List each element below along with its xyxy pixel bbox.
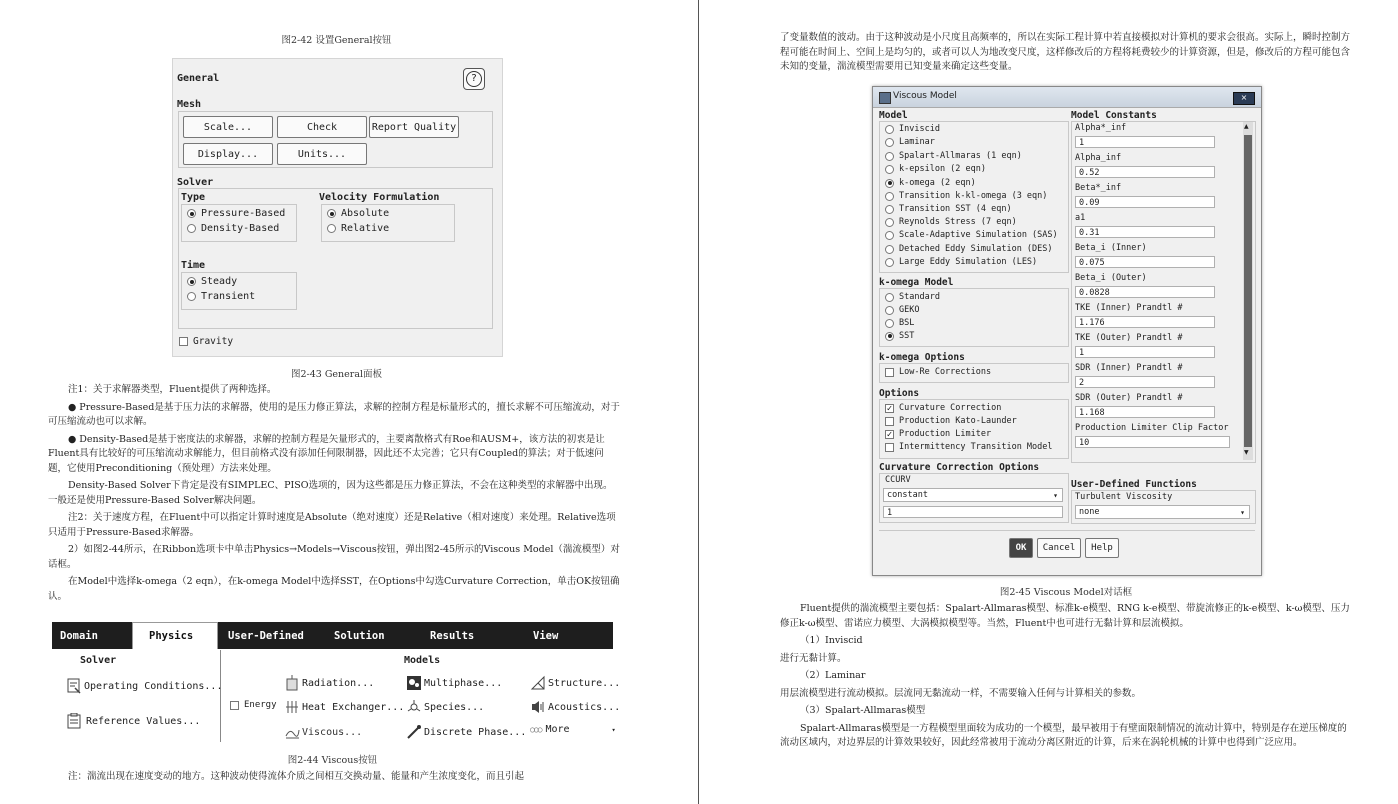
radio-density-based[interactable]: Density-Based [187, 223, 279, 234]
model-label: Model [879, 110, 908, 121]
button-separator [879, 530, 1255, 531]
scroll-down-icon[interactable]: ▼ [1244, 449, 1249, 456]
heat-exchanger-button[interactable]: Heat Exchanger... [284, 699, 404, 715]
fig42-caption: 图2-42 设置General按钮 [281, 35, 392, 46]
ok-button[interactable]: OK [1009, 538, 1033, 558]
komega-bsl[interactable]: BSL [885, 318, 914, 328]
heat-exchanger-icon [284, 699, 300, 715]
radiation-button[interactable]: Radiation... [284, 675, 374, 691]
model-transition-k-kl-omega[interactable]: Transition k-kl-omega (3 eqn) [885, 191, 1047, 201]
ribbon [52, 622, 621, 745]
operating-conditions-button[interactable]: Operating Conditions... [66, 678, 222, 694]
viscous-button[interactable]: Viscous... [284, 724, 362, 740]
const-name-4: Beta_i (Inner) [1075, 243, 1147, 253]
model-reynolds-stress[interactable]: Reynolds Stress (7 eqn) [885, 217, 1017, 227]
close-icon[interactable]: × [1233, 92, 1255, 105]
multiphase-button[interactable]: Multiphase... [406, 675, 502, 691]
time-label: Time [181, 260, 206, 271]
const-name-3: a1 [1075, 213, 1086, 223]
const-value-4[interactable]: 0.075 [1075, 256, 1215, 268]
const-name-2: Beta*_inf [1075, 183, 1122, 193]
species-button[interactable]: Species... [406, 699, 484, 715]
ribbon-group-divider [220, 650, 221, 742]
solver-label: Solver [177, 177, 214, 188]
spalart-allmaras-text: Spalart-Allmaras模型是一方程模型里面较为成功的一个模型，最早被用于有壁面限制情况的流动计算中，特别是存在逆压梯度的流动区域内，对边界层的计算效果较好，因此经常被用于流动分离区附近的计算，后来在涡轮机械的计算中也得到广泛应用。 [780, 722, 1347, 748]
dialog-app-icon [879, 92, 891, 104]
inviscid-text: 进行无黏计算。 [780, 652, 847, 664]
reference-values-icon [66, 713, 82, 729]
const-name-5: Beta_i (Outer) [1075, 273, 1147, 283]
tab-view[interactable]: View [533, 629, 559, 642]
general-title: General [177, 73, 220, 84]
step2-detail: 在Model中选择k-omega（2 eqn），在k-omega Model中选择SST，在Options中勾选Curvature Correction，单击OK按钮确认。 [48, 576, 620, 602]
radio-relative[interactable]: Relative [327, 223, 389, 234]
units-button[interactable]: Units... [277, 143, 367, 165]
right-top-paragraph: 了变量数值的波动。由于这种波动是小尺度且高频率的，所以在实际工程计算中若直接模拟对计算机的要求会很高。实际上，瞬时控制方程可能在时间上、空间上是均匀的，或者可以人为地改变尺度，这样修改后的方程将耗费较少的计算资源，但是，修改后的方程可能包含未知的变量，湍流模型需要用已知变量来确定这些变量。 [780, 32, 1351, 72]
right-paragraphs [780, 602, 1356, 751]
page-divider [698, 0, 699, 804]
model-spalart-allmaras[interactable]: Spalart-Allmaras (1 eqn) [885, 151, 1022, 161]
fig45-caption: 图2-45 Viscous Model对话框 [999, 587, 1133, 598]
help-icon: ? [466, 71, 482, 87]
structure-icon [530, 675, 546, 691]
const-value-8[interactable]: 2 [1075, 376, 1215, 388]
const-value-0[interactable]: 1 [1075, 136, 1215, 148]
const-value-6[interactable]: 1.176 [1075, 316, 1215, 328]
velocity-label: Velocity Formulation [319, 192, 440, 203]
turbulence-models-intro: Fluent提供的湍流模型主要包括：Spalart-Allmaras模型、标准k-e模型、RNG k-e模型、带旋流修正的k-e模型、k-ω模型、压力修正k-ω模型、雷诺应力模型、大涡模拟模型等。当然，Fluent中也可进行无黏计算和层流模拟。 [780, 603, 1350, 629]
laminar-text: 用层流模型进行流动模拟。层流同无黏流动一样，不需要输入任何与计算相关的参数。 [780, 687, 1142, 699]
udf-label: User-Defined Functions [1071, 479, 1197, 490]
const-value-9[interactable]: 1.168 [1075, 406, 1215, 418]
const-name-0: Alpha*_inf [1075, 123, 1127, 133]
tab-physics[interactable]: Physics [149, 629, 194, 642]
ccurv-label: CCURV [885, 475, 911, 485]
model-transition-sst[interactable]: Transition SST (4 eqn) [885, 204, 1012, 214]
display-button[interactable]: Display... [183, 143, 273, 165]
const-name-9: SDR (Outer) Prandtl # [1075, 393, 1183, 403]
chevron-down-icon: ▾ [611, 725, 616, 734]
energy-checkbox[interactable]: Energy [230, 700, 277, 710]
production-limiter-checkbox[interactable]: ✓ Production Limiter [886, 429, 992, 440]
mesh-label: Mesh [177, 99, 202, 110]
operating-conditions-icon [66, 678, 82, 694]
const-name-10: Production Limiter Clip Factor [1075, 423, 1229, 433]
turbulent-viscosity-label: Turbulent Viscosity [1075, 492, 1173, 502]
komega-options-label: k-omega Options [879, 352, 965, 363]
models-group-label: Models [404, 655, 441, 666]
general-panel [172, 58, 503, 357]
model-k-epsilon[interactable]: k-epsilon (2 eqn) [885, 164, 986, 174]
tab-results[interactable]: Results [430, 629, 475, 642]
left-paragraphs [48, 383, 620, 604]
const-name-6: TKE (Inner) Prandtl # [1075, 303, 1183, 313]
bottom-note: 注：湍流出现在速度变动的地方。这种波动使得流体介质之间相互交换动量、能量和产生浓度变化，而且引起 [68, 771, 525, 782]
density-based-note: ● Density-Based是基于密度法的求解器，求解的控制方程是矢量形式的，主要离散格式有Roe和AUSM+，该方法的初衷是让Fluent具有比较好的可压缩流动求解能力，但目前格式没有添加任何限制器，因此还不太完善；它只有Coupled的算法；对于低速问题，它使用Preconditioning（预处理）方法来处理。 [48, 433, 605, 474]
chevron-down-icon: ▾ [1053, 491, 1058, 500]
const-name-8: SDR (Inner) Prandtl # [1075, 363, 1183, 373]
solver-group-label: Solver [80, 655, 117, 666]
scroll-up-icon[interactable]: ▲ [1244, 123, 1249, 130]
cancel-button[interactable]: Cancel [1037, 538, 1081, 558]
pressure-based-note: ● Pressure-Based是基于压力法的求解器，使用的是压力修正算法，求解的控制方程是标量形式的，擅长求解不可压缩流动，对于可压缩流动也可以求解。 [48, 401, 620, 427]
heading-inviscid: （1）Inviscid [800, 635, 863, 646]
komega-standard[interactable]: Standard [885, 292, 940, 302]
discrete-phase-icon [406, 724, 422, 740]
turbulent-viscosity-select[interactable]: none ▾ [1075, 505, 1250, 519]
model-des[interactable]: Detached Eddy Simulation (DES) [885, 244, 1053, 254]
acoustics-button[interactable]: Acoustics... [530, 699, 620, 715]
options-label: Options [879, 388, 920, 399]
curvature-correction-checkbox[interactable]: ✓ Curvature Correction [886, 403, 1002, 414]
reference-values-button[interactable]: Reference Values... [66, 713, 200, 729]
kato-launder-checkbox[interactable]: Production Kato-Launder [885, 416, 1017, 426]
heading-laminar: （2）Laminar [800, 670, 866, 681]
model-sas[interactable]: Scale-Adaptive Simulation (SAS) [885, 230, 1058, 240]
report-quality-button[interactable]: Report Quality [369, 116, 459, 138]
check-button[interactable]: Check [277, 116, 367, 138]
const-value-3[interactable]: 0.31 [1075, 226, 1215, 238]
viscous-model-dialog [872, 86, 1262, 576]
radiation-icon [284, 675, 300, 691]
viscous-icon [284, 724, 300, 740]
chevron-down-icon: ▾ [1240, 508, 1245, 517]
fig43-caption: 图2-43 General面板 [290, 369, 383, 380]
scale-button[interactable]: Scale... [183, 116, 273, 138]
curvature-options-label: Curvature Correction Options [879, 462, 1040, 473]
intermittency-checkbox[interactable]: Intermittency Transition Model [885, 442, 1053, 452]
model-constants-label: Model Constants [1071, 110, 1157, 121]
model-inviscid[interactable]: Inviscid [885, 124, 940, 134]
radio-absolute[interactable]: Absolute [327, 208, 389, 219]
tab-user-defined[interactable]: User-Defined [228, 629, 304, 642]
tab-solution[interactable]: Solution [334, 629, 385, 642]
radio-transient[interactable]: Transient [187, 291, 255, 302]
komega-sst[interactable]: SST [885, 331, 914, 341]
model-k-omega[interactable]: k-omega (2 eqn) [885, 178, 976, 188]
ccurv-value-input[interactable]: 1 [883, 506, 1063, 518]
density-solver-note: Density-Based Solver下肯定是没有SIMPLEC、PISO选项的，因为这些都是压力修正算法，不会在这种类型的求解器中出现。一般还是使用Pressure-Based Solver解决问题。 [48, 480, 613, 506]
const-value-10[interactable]: 10 [1075, 436, 1230, 448]
komega-geko[interactable]: GEKO [885, 305, 919, 315]
more-dots-icon: ○○○ [530, 725, 542, 734]
ccurv-mode-select[interactable]: constant ▾ [883, 488, 1063, 502]
tab-domain[interactable]: Domain [60, 629, 98, 642]
const-name-7: TKE (Outer) Prandtl # [1075, 333, 1183, 343]
gravity-checkbox[interactable]: Gravity [179, 336, 233, 347]
radio-steady[interactable]: Steady [187, 276, 237, 287]
const-name-1: Alpha_inf [1075, 153, 1122, 163]
const-value-7[interactable]: 1 [1075, 346, 1215, 358]
more-button[interactable]: ○○○ More ▾ [530, 724, 616, 735]
structure-button[interactable]: Structure... [530, 675, 620, 691]
const-value-5[interactable]: 0.0828 [1075, 286, 1215, 298]
model-les[interactable]: Large Eddy Simulation (LES) [885, 257, 1037, 267]
acoustics-icon [530, 699, 546, 715]
heading-spalart-allmaras: （3）Spalart-Allmaras模型 [800, 705, 926, 716]
note2: 注2：关于速度方程，在Fluent中可以指定计算时速度是Absolute（绝对速度）还是Relative（相对速度）来处理。Relative选项只适用于Pressure-Based求解器。 [48, 512, 616, 538]
constants-scrollbar-thumb[interactable] [1244, 135, 1252, 447]
help-button[interactable] [463, 68, 485, 90]
species-icon [406, 699, 422, 715]
type-label: Type [181, 192, 206, 203]
dialog-title: Viscous Model [893, 91, 957, 101]
help-dialog-button[interactable]: Help [1085, 538, 1119, 558]
multiphase-icon [406, 675, 422, 691]
komega-model-label: k-omega Model [879, 277, 954, 288]
step2-text: 2）如图2-44所示，在Ribbon选项卡中单击Physics→Models→Viscous按钮，弹出图2-45所示的Viscous Model（湍流模型）对话框。 [48, 544, 620, 570]
radio-pressure-based[interactable]: Pressure-Based [187, 208, 285, 219]
note1: 注1：关于求解器类型，Fluent提供了两种选择。 [68, 384, 277, 395]
const-value-1[interactable]: 0.52 [1075, 166, 1215, 178]
low-re-checkbox[interactable]: Low-Re Corrections [885, 367, 991, 377]
fig44-caption: 图2-44 Viscous按钮 [287, 755, 378, 766]
discrete-phase-button[interactable]: Discrete Phase... [406, 724, 526, 740]
model-laminar[interactable]: Laminar [885, 137, 935, 147]
const-value-2[interactable]: 0.09 [1075, 196, 1215, 208]
